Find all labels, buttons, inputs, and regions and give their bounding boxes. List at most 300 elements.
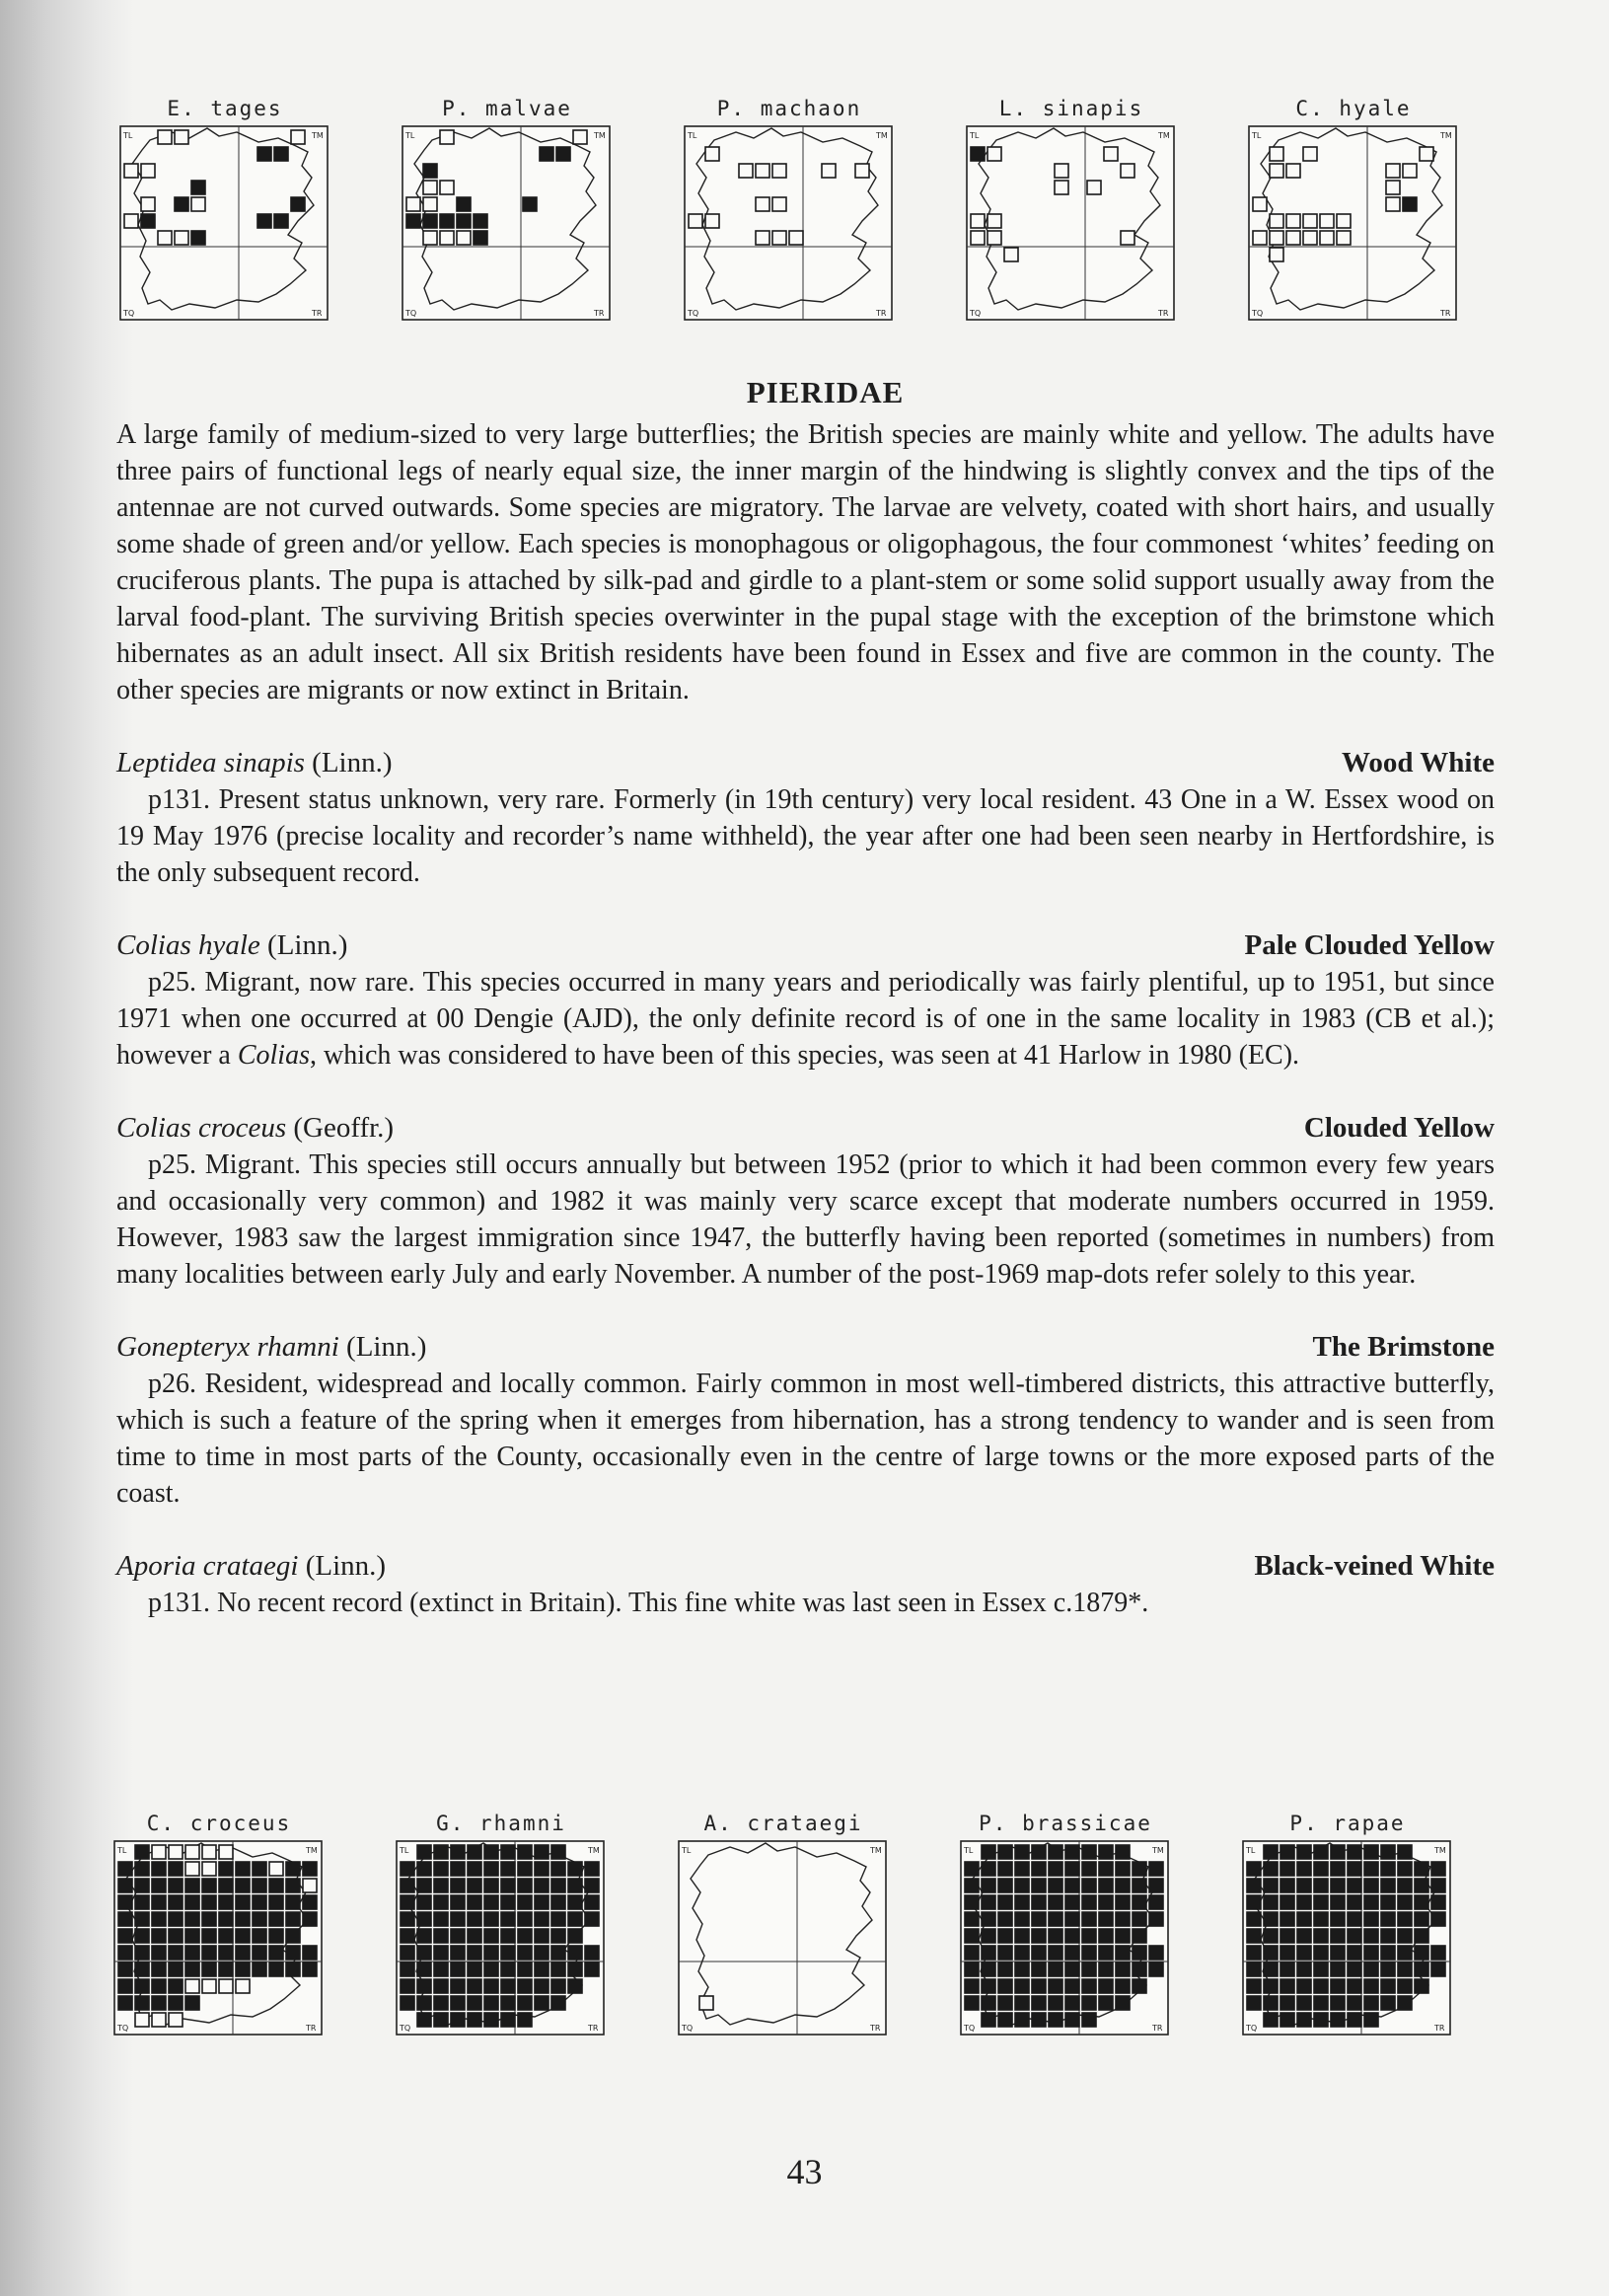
- record-square-filled: [423, 164, 437, 178]
- record-square-filled: [518, 1845, 532, 1859]
- record-square-filled: [474, 231, 487, 245]
- map-p-machaon: [681, 97, 898, 333]
- record-square-filled: [451, 1862, 465, 1876]
- record-square-open: [1087, 181, 1101, 194]
- record-square-filled: [118, 1862, 132, 1876]
- record-square-filled: [236, 1929, 250, 1943]
- record-square-open: [219, 1845, 233, 1859]
- record-square-filled: [118, 1946, 132, 1960]
- record-square-filled: [451, 1879, 465, 1892]
- species-authority: (Linn.): [305, 1550, 387, 1582]
- species-authority: (Linn.): [346, 1331, 427, 1363]
- record-square-filled: [1364, 1979, 1378, 1993]
- record-square-filled: [551, 1895, 565, 1909]
- record-square-open: [822, 164, 836, 178]
- record-square-open: [789, 231, 803, 245]
- record-square-filled: [1264, 1879, 1278, 1892]
- grid-label-tr: TR: [870, 2024, 881, 2033]
- record-square-filled: [286, 1912, 300, 1926]
- record-square-filled: [535, 1912, 549, 1926]
- record-square-filled: [253, 1879, 266, 1892]
- record-square-filled: [1297, 1862, 1311, 1876]
- record-square-filled: [434, 1879, 448, 1892]
- family-heading: PIERIDAE: [746, 375, 905, 409]
- record-square-filled: [1133, 1912, 1146, 1926]
- record-square-open: [987, 231, 1001, 245]
- record-square-filled: [971, 147, 985, 161]
- record-square-filled: [1364, 1845, 1378, 1859]
- record-square-open: [971, 214, 985, 228]
- record-square-open: [219, 1979, 233, 1993]
- record-square-filled: [1082, 1979, 1096, 1993]
- record-square-filled: [1116, 1963, 1130, 1976]
- record-square-filled: [152, 1912, 166, 1926]
- record-square-filled: [236, 1963, 250, 1976]
- record-square-open: [202, 1845, 216, 1859]
- record-square-filled: [1331, 1946, 1345, 1960]
- grid-label-tq: TQ: [117, 2024, 129, 2033]
- record-square-filled: [169, 1912, 183, 1926]
- record-square-filled: [1133, 1963, 1146, 1976]
- record-square-filled: [518, 1895, 532, 1909]
- record-square-open: [987, 214, 1001, 228]
- map-caption: P. rapae: [1289, 1812, 1406, 1835]
- record-square-open: [423, 181, 437, 194]
- record-square-filled: [417, 1912, 431, 1926]
- record-square-filled: [236, 1912, 250, 1926]
- record-square-filled: [1049, 1879, 1062, 1892]
- record-square-filled: [1364, 1929, 1378, 1943]
- record-square-filled: [518, 1946, 532, 1960]
- record-square-filled: [1398, 1963, 1412, 1976]
- record-square-filled: [219, 1912, 233, 1926]
- record-square-filled: [1431, 1963, 1445, 1976]
- record-square-filled: [1065, 1895, 1079, 1909]
- record-square-filled: [484, 1929, 498, 1943]
- record-square-filled: [1348, 1845, 1361, 1859]
- record-square-filled: [1065, 1996, 1079, 2010]
- record-square-filled: [1364, 1946, 1378, 1960]
- record-square-filled: [568, 1946, 582, 1960]
- record-square-filled: [982, 1879, 995, 1892]
- map-l-sinapis: [963, 97, 1180, 333]
- record-square-filled: [152, 1963, 166, 1976]
- record-square-filled: [118, 1963, 132, 1976]
- record-square-open: [169, 1845, 183, 1859]
- record-square-filled: [1032, 1862, 1046, 1876]
- record-square-filled: [1065, 1979, 1079, 1993]
- record-square-filled: [501, 1895, 515, 1909]
- grid-label-tl: TL: [688, 131, 697, 140]
- record-square-open: [705, 214, 719, 228]
- record-square-filled: [1264, 1862, 1278, 1876]
- record-square-filled: [1099, 1929, 1113, 1943]
- grid-label-tq: TQ: [400, 2024, 411, 2033]
- record-square-filled: [1348, 2013, 1361, 2027]
- record-square-filled: [1348, 1912, 1361, 1926]
- record-square-open: [699, 1996, 713, 2010]
- map-p-malvae: [399, 97, 616, 333]
- grid-label-tm: TM: [1440, 131, 1452, 140]
- record-square-filled: [540, 147, 553, 161]
- record-square-filled: [1398, 1895, 1412, 1909]
- species-account: p131. No recent record (extinct in Britain). This fine white was last seen in Essex c.1879*.: [148, 1588, 1149, 1618]
- record-square-open: [705, 147, 719, 161]
- record-square-open: [124, 164, 138, 178]
- record-square-filled: [1099, 1963, 1113, 1976]
- record-square-filled: [535, 1879, 549, 1892]
- record-square-filled: [1398, 1929, 1412, 1943]
- record-square-filled: [135, 1979, 149, 1993]
- record-square-filled: [257, 214, 271, 228]
- record-square-open: [1386, 181, 1400, 194]
- species-entry-brimstone: [116, 1329, 1495, 1512]
- record-square-filled: [269, 1929, 283, 1943]
- record-square-filled: [1247, 1912, 1261, 1926]
- record-square-filled: [1082, 1895, 1096, 1909]
- record-square-filled: [551, 1946, 565, 1960]
- record-square-filled: [118, 1979, 132, 1993]
- record-square-filled: [257, 147, 271, 161]
- record-square-filled: [451, 2013, 465, 2027]
- record-square-filled: [1314, 1895, 1328, 1909]
- record-square-open: [1270, 147, 1283, 161]
- grid-label-tq: TQ: [682, 2024, 694, 2033]
- record-square-filled: [1015, 1895, 1029, 1909]
- record-square-filled: [1065, 1912, 1079, 1926]
- record-square-filled: [1431, 1912, 1445, 1926]
- record-square-open: [202, 1979, 216, 1993]
- grid-label-tr: TR: [588, 2024, 599, 2033]
- record-square-filled: [1280, 1862, 1294, 1876]
- grid-label-tr: TR: [312, 309, 323, 318]
- record-square-filled: [1133, 1929, 1146, 1943]
- record-square-open: [1337, 214, 1351, 228]
- record-square-open: [423, 231, 437, 245]
- record-square-filled: [484, 1996, 498, 2010]
- record-square-filled: [1099, 1845, 1113, 1859]
- record-square-filled: [501, 1963, 515, 1976]
- record-square-filled: [982, 1895, 995, 1909]
- record-square-filled: [468, 1845, 481, 1859]
- record-square-filled: [1431, 1879, 1445, 1892]
- record-square-filled: [417, 1996, 431, 2010]
- grid-label-tm: TM: [870, 1846, 882, 1855]
- record-square-filled: [169, 1996, 183, 2010]
- record-square-open: [1320, 231, 1334, 245]
- record-square-filled: [236, 1862, 250, 1876]
- record-square-open: [236, 1979, 250, 1993]
- record-square-filled: [169, 1929, 183, 1943]
- record-square-filled: [484, 1845, 498, 1859]
- record-square-filled: [998, 1879, 1012, 1892]
- record-square-filled: [484, 1963, 498, 1976]
- record-square-filled: [236, 1879, 250, 1892]
- record-square-filled: [1065, 1879, 1079, 1892]
- species-account: p25. Migrant. This species still occurs annually but between 1952 (prior to which it had been common every few years and occasionally very common) and 1982 it was mainly very scarce except that moderate numbers occurred in 1959. However, 1983 saw the largest immigration since 1947, the butterfly having been reported (sometimes in numbers) from many localities between early July and early November. A number of the post-1969 map-dots refer solely to this year.: [116, 1149, 1495, 1290]
- record-square-filled: [1331, 1912, 1345, 1926]
- record-square-filled: [1065, 1963, 1079, 1976]
- record-square-filled: [135, 1895, 149, 1909]
- record-square-open: [1386, 164, 1400, 178]
- record-square-filled: [1264, 1996, 1278, 2010]
- record-square-filled: [1133, 1979, 1146, 1993]
- record-square-filled: [535, 1946, 549, 1960]
- record-square-open: [772, 231, 786, 245]
- record-square-filled: [1247, 1996, 1261, 2010]
- record-square-filled: [1149, 1895, 1163, 1909]
- record-square-filled: [1032, 2013, 1046, 2027]
- record-square-filled: [1015, 1979, 1029, 1993]
- record-square-filled: [998, 1996, 1012, 2010]
- record-square-filled: [185, 1963, 199, 1976]
- distribution-map: [393, 1839, 610, 2037]
- record-square-filled: [1314, 1929, 1328, 1943]
- record-square-filled: [236, 1946, 250, 1960]
- record-square-filled: [303, 1862, 317, 1876]
- species-entry-pale-clouded-yellow: [116, 927, 1495, 1074]
- record-square-filled: [423, 214, 437, 228]
- record-square-filled: [585, 1862, 599, 1876]
- record-square-filled: [1280, 1929, 1294, 1943]
- distribution-map: [1239, 1839, 1456, 2037]
- record-square-filled: [269, 1963, 283, 1976]
- record-square-filled: [998, 1963, 1012, 1976]
- record-square-filled: [568, 1929, 582, 1943]
- record-square-filled: [1049, 1996, 1062, 2010]
- record-square-open: [573, 130, 587, 144]
- record-square-filled: [1065, 1929, 1079, 1943]
- distribution-map: [116, 124, 333, 322]
- record-square-filled: [585, 1963, 599, 1976]
- record-square-filled: [1149, 1963, 1163, 1976]
- species-scientific-name: Aporia crataegi: [116, 1550, 299, 1582]
- record-square-filled: [1297, 1979, 1311, 1993]
- distribution-map: [675, 1839, 892, 2037]
- record-square-open: [175, 130, 188, 144]
- record-square-filled: [202, 1963, 216, 1976]
- record-square-filled: [535, 1862, 549, 1876]
- record-square-open: [1337, 231, 1351, 245]
- record-square-filled: [523, 197, 537, 211]
- bottom-map-row: [0, 1812, 1609, 2058]
- record-square-filled: [568, 1862, 582, 1876]
- record-square-filled: [417, 1963, 431, 1976]
- record-square-filled: [1264, 2013, 1278, 2027]
- record-square-filled: [1314, 1912, 1328, 1926]
- record-square-filled: [998, 1862, 1012, 1876]
- record-square-open: [1270, 231, 1283, 245]
- record-square-open: [202, 1862, 216, 1876]
- record-square-filled: [1065, 1862, 1079, 1876]
- record-square-filled: [518, 1912, 532, 1926]
- record-square-filled: [457, 197, 471, 211]
- record-square-filled: [169, 1862, 183, 1876]
- record-square-open: [756, 164, 769, 178]
- grid-label-tm: TM: [876, 131, 888, 140]
- record-square-filled: [417, 1979, 431, 1993]
- record-square-filled: [135, 1912, 149, 1926]
- record-square-filled: [484, 2013, 498, 2027]
- record-square-filled: [1314, 1879, 1328, 1892]
- record-square-filled: [253, 1946, 266, 1960]
- record-square-filled: [1314, 2013, 1328, 2027]
- record-square-filled: [1049, 1912, 1062, 1926]
- record-square-filled: [982, 1946, 995, 1960]
- grid-label-tm: TM: [1152, 1846, 1164, 1855]
- record-square-filled: [451, 1946, 465, 1960]
- record-square-filled: [1280, 1996, 1294, 2010]
- record-square-filled: [135, 1929, 149, 1943]
- record-square-filled: [401, 1979, 414, 1993]
- species-account: p131. Present status unknown, very rare. Formerly (in 19th century) very local resident. 43 One in a W. Essex wood on 19 May 1976 (precise locality and recorder’s name withheld), the year after one had been seen nearby in Hertfordshire, is the only subsequent record.: [116, 784, 1495, 888]
- record-square-filled: [401, 1879, 414, 1892]
- record-square-filled: [417, 1845, 431, 1859]
- record-square-filled: [1364, 1895, 1378, 1909]
- record-square-filled: [440, 214, 454, 228]
- record-square-filled: [303, 1895, 317, 1909]
- record-square-filled: [1280, 1912, 1294, 1926]
- record-square-open: [185, 1845, 199, 1859]
- grid-label-tl: TL: [123, 131, 133, 140]
- record-square-open: [1303, 147, 1317, 161]
- record-square-filled: [468, 2013, 481, 2027]
- record-square-filled: [1099, 1996, 1113, 2010]
- record-square-filled: [401, 1963, 414, 1976]
- record-square-filled: [551, 1845, 565, 1859]
- record-square-filled: [1280, 1895, 1294, 1909]
- grid-label-tl: TL: [964, 1846, 974, 1855]
- record-square-filled: [1381, 1862, 1395, 1876]
- record-square-filled: [417, 1929, 431, 1943]
- grid-label-tq: TQ: [1252, 309, 1264, 318]
- record-square-filled: [417, 1946, 431, 1960]
- record-square-filled: [965, 1996, 979, 2010]
- record-square-filled: [1116, 1912, 1130, 1926]
- record-square-filled: [1049, 1845, 1062, 1859]
- record-square-open: [1104, 147, 1118, 161]
- record-square-filled: [518, 1963, 532, 1976]
- distribution-map: [963, 124, 1180, 322]
- record-square-filled: [1348, 1929, 1361, 1943]
- record-square-filled: [535, 1929, 549, 1943]
- record-square-open: [457, 231, 471, 245]
- record-square-filled: [175, 197, 188, 211]
- record-square-filled: [253, 1912, 266, 1926]
- record-square-filled: [998, 1979, 1012, 1993]
- record-square-filled: [202, 1895, 216, 1909]
- record-square-filled: [1431, 1946, 1445, 1960]
- record-square-filled: [965, 1912, 979, 1926]
- record-square-filled: [152, 1862, 166, 1876]
- record-square-filled: [1116, 1929, 1130, 1943]
- record-square-filled: [965, 1946, 979, 1960]
- grid-label-tm: TM: [1158, 131, 1170, 140]
- record-square-filled: [1364, 1912, 1378, 1926]
- record-square-filled: [1082, 2013, 1096, 2027]
- record-square-filled: [1049, 1979, 1062, 1993]
- record-square-filled: [1297, 1895, 1311, 1909]
- grid-label-tl: TL: [1246, 1846, 1256, 1855]
- record-square-filled: [219, 1963, 233, 1976]
- record-square-filled: [1415, 1879, 1428, 1892]
- record-square-filled: [1297, 1963, 1311, 1976]
- record-square-filled: [286, 1929, 300, 1943]
- record-square-filled: [468, 1862, 481, 1876]
- record-square-filled: [998, 1929, 1012, 1943]
- record-square-filled: [1415, 1946, 1428, 1960]
- record-square-open: [440, 130, 454, 144]
- record-square-filled: [501, 1845, 515, 1859]
- record-square-filled: [1032, 1996, 1046, 2010]
- record-square-filled: [982, 1845, 995, 1859]
- map-caption: L. sinapis: [998, 97, 1144, 120]
- distribution-map: [110, 1839, 328, 2037]
- record-square-filled: [551, 1996, 565, 2010]
- record-square-filled: [535, 1979, 549, 1993]
- record-square-filled: [1032, 1979, 1046, 1993]
- record-square-filled: [1381, 1879, 1395, 1892]
- species-entry-wood-white: [116, 745, 1495, 891]
- record-square-filled: [169, 1895, 183, 1909]
- record-square-filled: [434, 1912, 448, 1926]
- grid-label-tm: TM: [588, 1846, 600, 1855]
- record-square-filled: [1398, 1912, 1412, 1926]
- record-square-filled: [551, 1963, 565, 1976]
- record-square-filled: [484, 1912, 498, 1926]
- record-square-filled: [535, 1845, 549, 1859]
- record-square-filled: [434, 1996, 448, 2010]
- record-square-filled: [1331, 1845, 1345, 1859]
- record-square-filled: [118, 1879, 132, 1892]
- record-square-filled: [501, 1912, 515, 1926]
- record-square-filled: [1364, 1996, 1378, 2010]
- record-square-filled: [518, 1862, 532, 1876]
- record-square-filled: [1381, 1946, 1395, 1960]
- record-square-filled: [1032, 1879, 1046, 1892]
- page-content: [116, 375, 1495, 1621]
- record-square-filled: [1314, 1845, 1328, 1859]
- record-square-filled: [303, 1912, 317, 1926]
- record-square-filled: [434, 1862, 448, 1876]
- grid-label-tm: TM: [1434, 1846, 1446, 1855]
- record-square-filled: [401, 1946, 414, 1960]
- record-square-open: [291, 130, 305, 144]
- record-square-filled: [451, 1912, 465, 1926]
- record-square-filled: [1348, 1963, 1361, 1976]
- record-square-open: [1286, 214, 1300, 228]
- record-square-filled: [401, 1912, 414, 1926]
- record-square-filled: [1297, 1912, 1311, 1926]
- record-square-open: [1286, 231, 1300, 245]
- record-square-open: [855, 164, 869, 178]
- grid-label-tl: TL: [970, 131, 980, 140]
- record-square-filled: [152, 1979, 166, 1993]
- record-square-filled: [1049, 1895, 1062, 1909]
- species-account-part: , which was considered to have been of this species, was seen at 41 Harlow in 1980 (EC).: [309, 1040, 1300, 1071]
- record-square-filled: [434, 1929, 448, 1943]
- record-square-filled: [468, 1996, 481, 2010]
- record-square-open: [756, 231, 769, 245]
- record-square-filled: [1082, 1963, 1096, 1976]
- record-square-filled: [998, 1946, 1012, 1960]
- record-square-filled: [1116, 1895, 1130, 1909]
- record-square-filled: [1065, 1946, 1079, 1960]
- record-square-filled: [1099, 1912, 1113, 1926]
- record-square-filled: [434, 1963, 448, 1976]
- record-square-filled: [1116, 1879, 1130, 1892]
- record-square-open: [440, 231, 454, 245]
